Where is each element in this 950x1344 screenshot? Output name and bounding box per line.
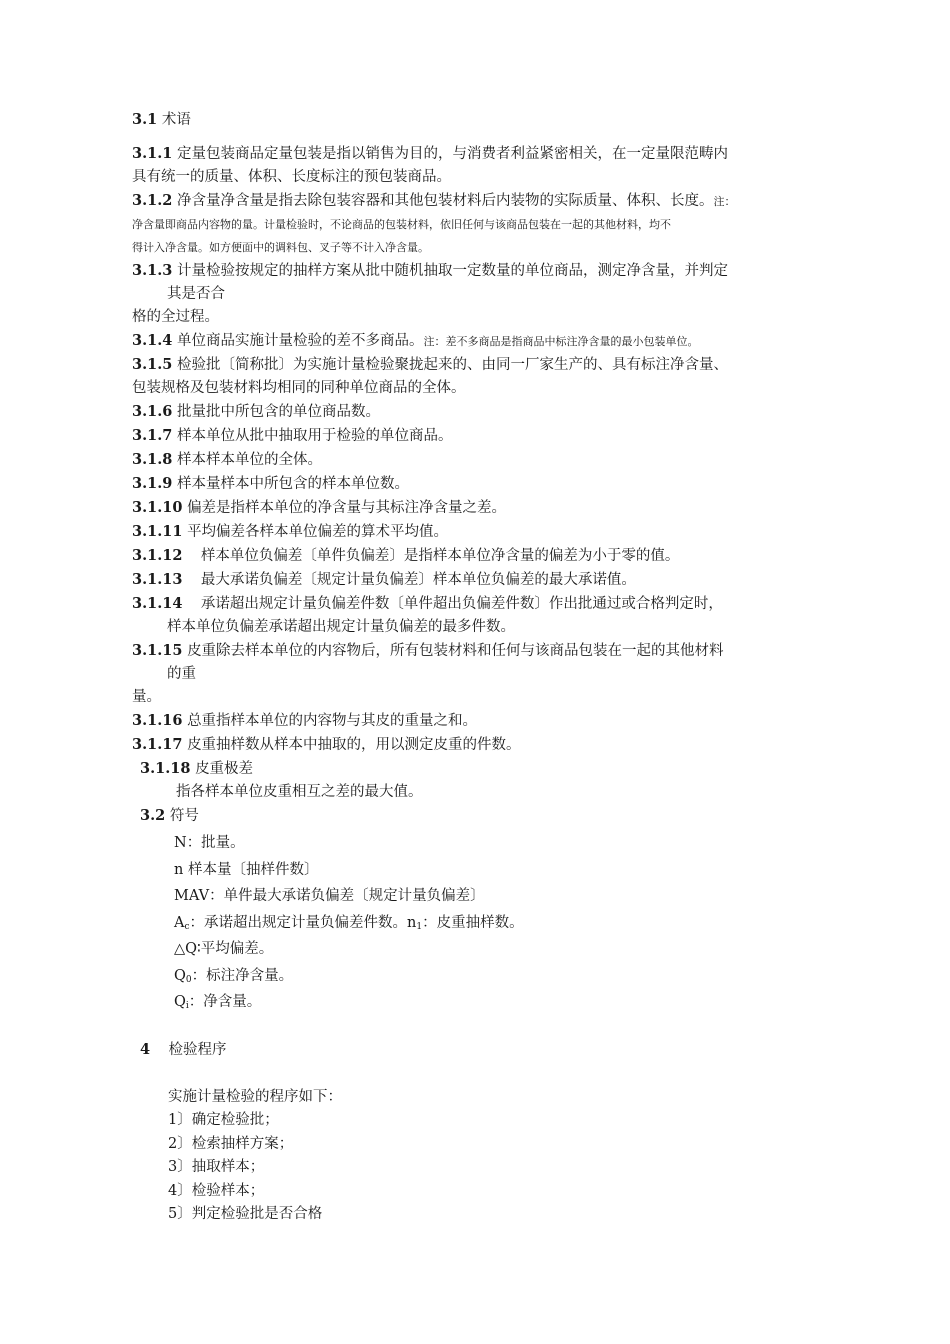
- term-3-1-9: 3.1.9 样本量样本中所包含的样本单位数。: [132, 475, 409, 492]
- term-3-1-2-note: 净含量即商品内容物的量。计量检验时，不论商品的包装材料，依旧任何与该商品包装在一起的其他材料，均不: [132, 218, 671, 231]
- term-3-1-3-cont2: 格的全过程。: [132, 309, 219, 325]
- section-heading-3-2: 3.2 符号: [140, 807, 199, 824]
- term-3-1-17: 3.1.17 皮重抽样数从样本中抽取的，用以测定皮重的件数。: [132, 736, 521, 753]
- term-3-1-3-cont: 其是否合: [167, 286, 225, 302]
- term-3-1-16: 3.1.16 总重指样本单位的内容物与其皮的重量之和。: [132, 712, 478, 729]
- term-3-1-7: 3.1.7 样本单位从批中抽取用于检验的单位商品。: [132, 427, 453, 444]
- term-3-1-2: 3.1.2 净含量净含量是指去除包装容器和其他包装材料后内装物的实际质量、体积、长度。注：: [132, 192, 736, 209]
- term-3-1-1: 3.1.1 定量包装商品定量包装是指以销售为目的，与消费者利益紧密相关，在一定量限范畴内: [132, 145, 728, 162]
- symbol-q0: $Q_0$：标注净含量。: [174, 967, 294, 985]
- section-heading-3-1: 3.1 术语: [132, 111, 191, 128]
- symbol-qi: $Q_i$：净含量。: [174, 994, 262, 1011]
- term-3-1-12: 3.1.12 样本单位负偏差〔单件负偏差〕是指样本单位净含量的偏差为小于零的值。: [132, 547, 680, 564]
- term-3-1-8: 3.1.8 样本样本单位的全体。: [132, 451, 322, 468]
- section-heading-4: 4 检验程序: [140, 1040, 227, 1058]
- term-3-1-14-cont: 样本单位负偏差承诺超出规定计量负偏差的最多件数。: [167, 619, 515, 635]
- procedure-intro: 实施计量检验的程序如下：: [168, 1088, 342, 1105]
- term-3-1-2-note-cont: 得计入净含量。如方便面中的调料包、叉子等不计入净含量。: [132, 241, 429, 254]
- term-3-1-6: 3.1.6 批量批中所包含的单位商品数。: [132, 403, 380, 420]
- term-3-1-11: 3.1.11 平均偏差各样本单位偏差的算术平均值。: [132, 523, 449, 540]
- symbol-n-upper: N：批量。: [174, 835, 245, 851]
- term-3-1-18: 3.1.18 皮重极差: [140, 760, 254, 777]
- procedure-step-5: 5〕判定检验批是否合格: [168, 1206, 323, 1222]
- term-3-1-15-cont2: 量。: [132, 689, 161, 705]
- procedure-step-4: 4〕检验样本；: [168, 1182, 265, 1199]
- term-3-1-13: 3.1.13 最大承诺负偏差〔规定计量负偏差〕样本单位负偏差的最大承诺值。: [132, 571, 636, 588]
- term-3-1-15-cont: 的重: [167, 666, 196, 682]
- symbol-ac: $A_c$：承诺超出规定计量负偏差件数。$n_1$：皮重抽样数。: [174, 914, 524, 932]
- term-3-1-1-cont: 具有统一的质量、体积、长度标注的预包装商品。: [132, 169, 451, 185]
- term-3-1-14: 3.1.14 承诺超出规定计量负偏差件数〔单件超出负偏差件数〕作出批通过或合格判定时，: [132, 595, 723, 612]
- symbol-mav: MAV：单件最大承诺负偏差〔规定计量负偏差〕: [174, 888, 485, 904]
- term-3-1-10: 3.1.10 偏差是指样本单位的净含量与其标注净含量之差。: [132, 499, 507, 516]
- term-3-1-3: 3.1.3 计量检验按规定的抽样方案从批中随机抽取一定数量的单位商品，测定净含量，并判定: [132, 262, 728, 279]
- procedure-step-3: 3〕抽取样本；: [168, 1159, 265, 1175]
- procedure-step-1: 1〕确定检验批；: [168, 1112, 279, 1128]
- term-3-1-5-cont: 包装规格及包装材料均相同的同种单位商品的全体。: [132, 380, 466, 396]
- procedure-step-2: 2〕检索抽样方案；: [168, 1135, 294, 1152]
- term-3-1-18-def: 指各样本单位皮重相互之差的最大值。: [176, 784, 423, 800]
- document-body: [132, 108, 822, 1227]
- term-3-1-4: 3.1.4 单位商品实施计量检验的差不多商品。注：差不多商品是指商品中标注净含量的最小包装单位。: [132, 332, 699, 349]
- term-3-1-5: 3.1.5 检验批〔简称批〕为实施计量检验聚拢起来的、由同一厂家生产的、具有标注净含量、: [132, 356, 728, 373]
- term-3-1-15: 3.1.15 皮重除去样本单位的内容物后，所有包装材料和任何与该商品包装在一起的其他材料: [132, 642, 724, 659]
- symbol-delta-q: △Q∶平均偏差。: [174, 941, 274, 957]
- symbol-n-lower: n 样本量〔抽样件数〕: [174, 861, 319, 878]
